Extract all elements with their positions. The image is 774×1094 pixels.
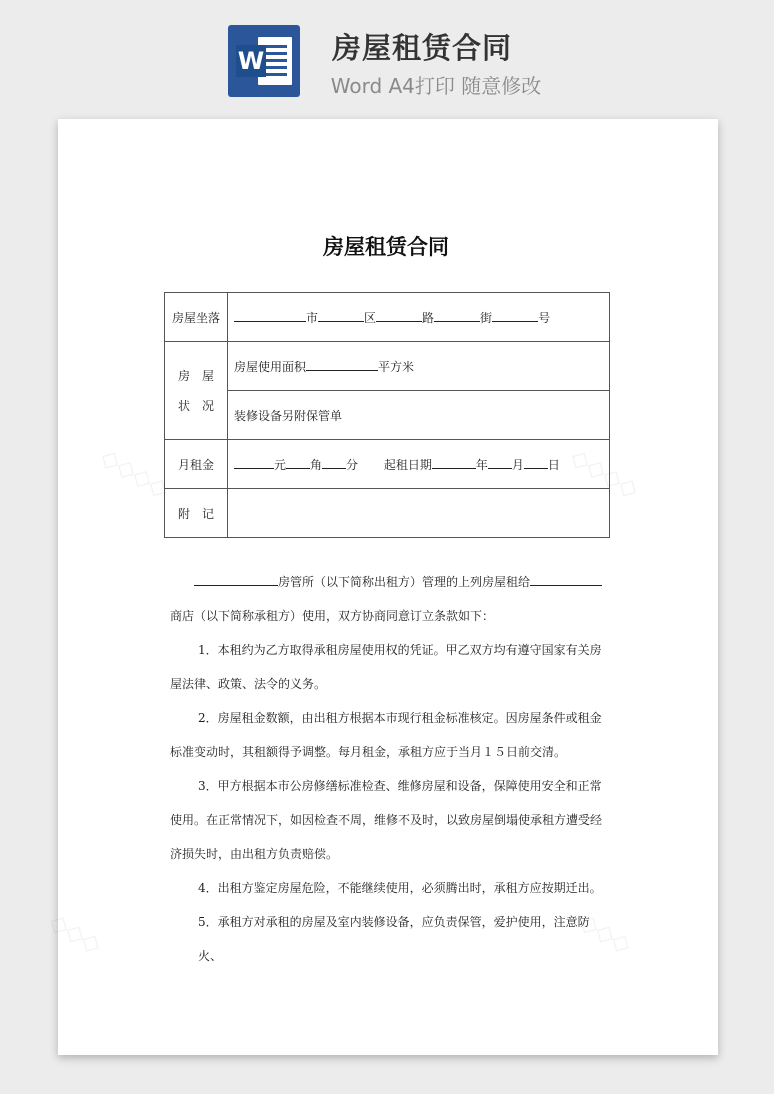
fixtures-note: 装修设备另附保管单 — [228, 391, 610, 440]
start-date-label: 起租日期 — [383, 457, 432, 472]
unit-road: 路 — [422, 310, 435, 325]
unit-fen: 分 — [346, 457, 359, 472]
clause-3-line3: 济损失时，由出租方负责赔偿。 — [170, 847, 339, 861]
clause-5-line1: 5．承租方对承租的房屋及室内装修设备，应负责保管，爱护使用，注意防火、 — [198, 915, 590, 963]
watermark: ◇◇◇◇ — [95, 442, 174, 504]
unit-city: 市 — [306, 310, 319, 325]
clause-3-line2: 使用。在正常情况下，如因检查不周，维修不及时，以致房屋倒塌使承租方遭受经 — [170, 813, 603, 827]
label-condition-line1: 房 屋 — [177, 368, 214, 383]
table-row — [165, 440, 610, 489]
banner-subtitle: Word A4打印 随意修改 — [330, 74, 542, 98]
label-rent: 月租金 — [165, 440, 228, 489]
watermark: ◇◇◇ — [44, 907, 107, 959]
clause-1-line2: 屋法律、政策、法令的义务。 — [170, 677, 327, 691]
watermark: ◇◇◇◇ — [565, 442, 644, 504]
unit-month: 月 — [511, 457, 524, 472]
intro-paragraph-line2: 商店（以下简称承租方）使用，双方协商同意订立条款如下： — [170, 609, 495, 623]
watermark: ◇◇◇ — [574, 907, 637, 959]
contract-body — [170, 565, 610, 973]
unit-street: 街 — [480, 310, 493, 325]
table-row — [165, 293, 610, 342]
area-field[interactable] — [228, 342, 610, 391]
word-icon — [228, 25, 300, 97]
area-label: 房屋使用面积 — [234, 359, 307, 374]
document-title: 房屋租赁合同 — [323, 235, 449, 259]
unit-year: 年 — [475, 457, 488, 472]
word-letter: W — [237, 47, 265, 75]
unit-jiao: 角 — [310, 457, 323, 472]
unit-district: 区 — [364, 310, 377, 325]
label-remarks: 附 记 — [165, 489, 228, 538]
table-row — [165, 489, 610, 538]
label-location: 房屋坐落 — [165, 293, 228, 342]
remarks-field[interactable] — [228, 489, 610, 538]
unit-number: 号 — [538, 310, 551, 325]
unit-day: 日 — [547, 457, 560, 472]
table-row — [165, 391, 610, 440]
banner-title: 房屋租赁合同 — [331, 31, 512, 65]
table-row — [165, 342, 610, 391]
label-condition — [165, 342, 228, 440]
intro-text-1: 房管所（以下简称出租方）管理的上列房屋租给 — [278, 575, 531, 589]
property-info-table — [164, 292, 610, 538]
clause-3-line1: 3．甲方根据本市公房修缮标准检查、维修房屋和设备，保障使用安全和正常 — [198, 779, 602, 793]
rent-field[interactable] — [228, 440, 610, 489]
label-condition-line2: 状 况 — [177, 398, 214, 413]
document-page — [44, 119, 718, 1055]
clause-2-line2: 标准变动时，其租额得予调整。每月租金，承租方应于当月１５日前交清。 — [170, 745, 567, 759]
clause-2-line1: 2．房屋租金数额，由出租方根据本市现行租金标准核定。因房屋条件或租金 — [198, 711, 602, 725]
clause-1-line1: 1．本租约为乙方取得承租房屋使用权的凭证。甲乙双方均有遵守国家有关房 — [198, 643, 602, 657]
header-banner — [0, 0, 774, 110]
location-field[interactable] — [228, 293, 610, 342]
unit-yuan: 元 — [274, 457, 287, 472]
clause-4-line1: 4．出租方鉴定房屋危险，不能继续使用，必须腾出时，承租方应按期迁出。 — [198, 881, 602, 895]
area-unit: 平方米 — [378, 359, 415, 374]
intro-paragraph-line1 — [170, 565, 610, 599]
